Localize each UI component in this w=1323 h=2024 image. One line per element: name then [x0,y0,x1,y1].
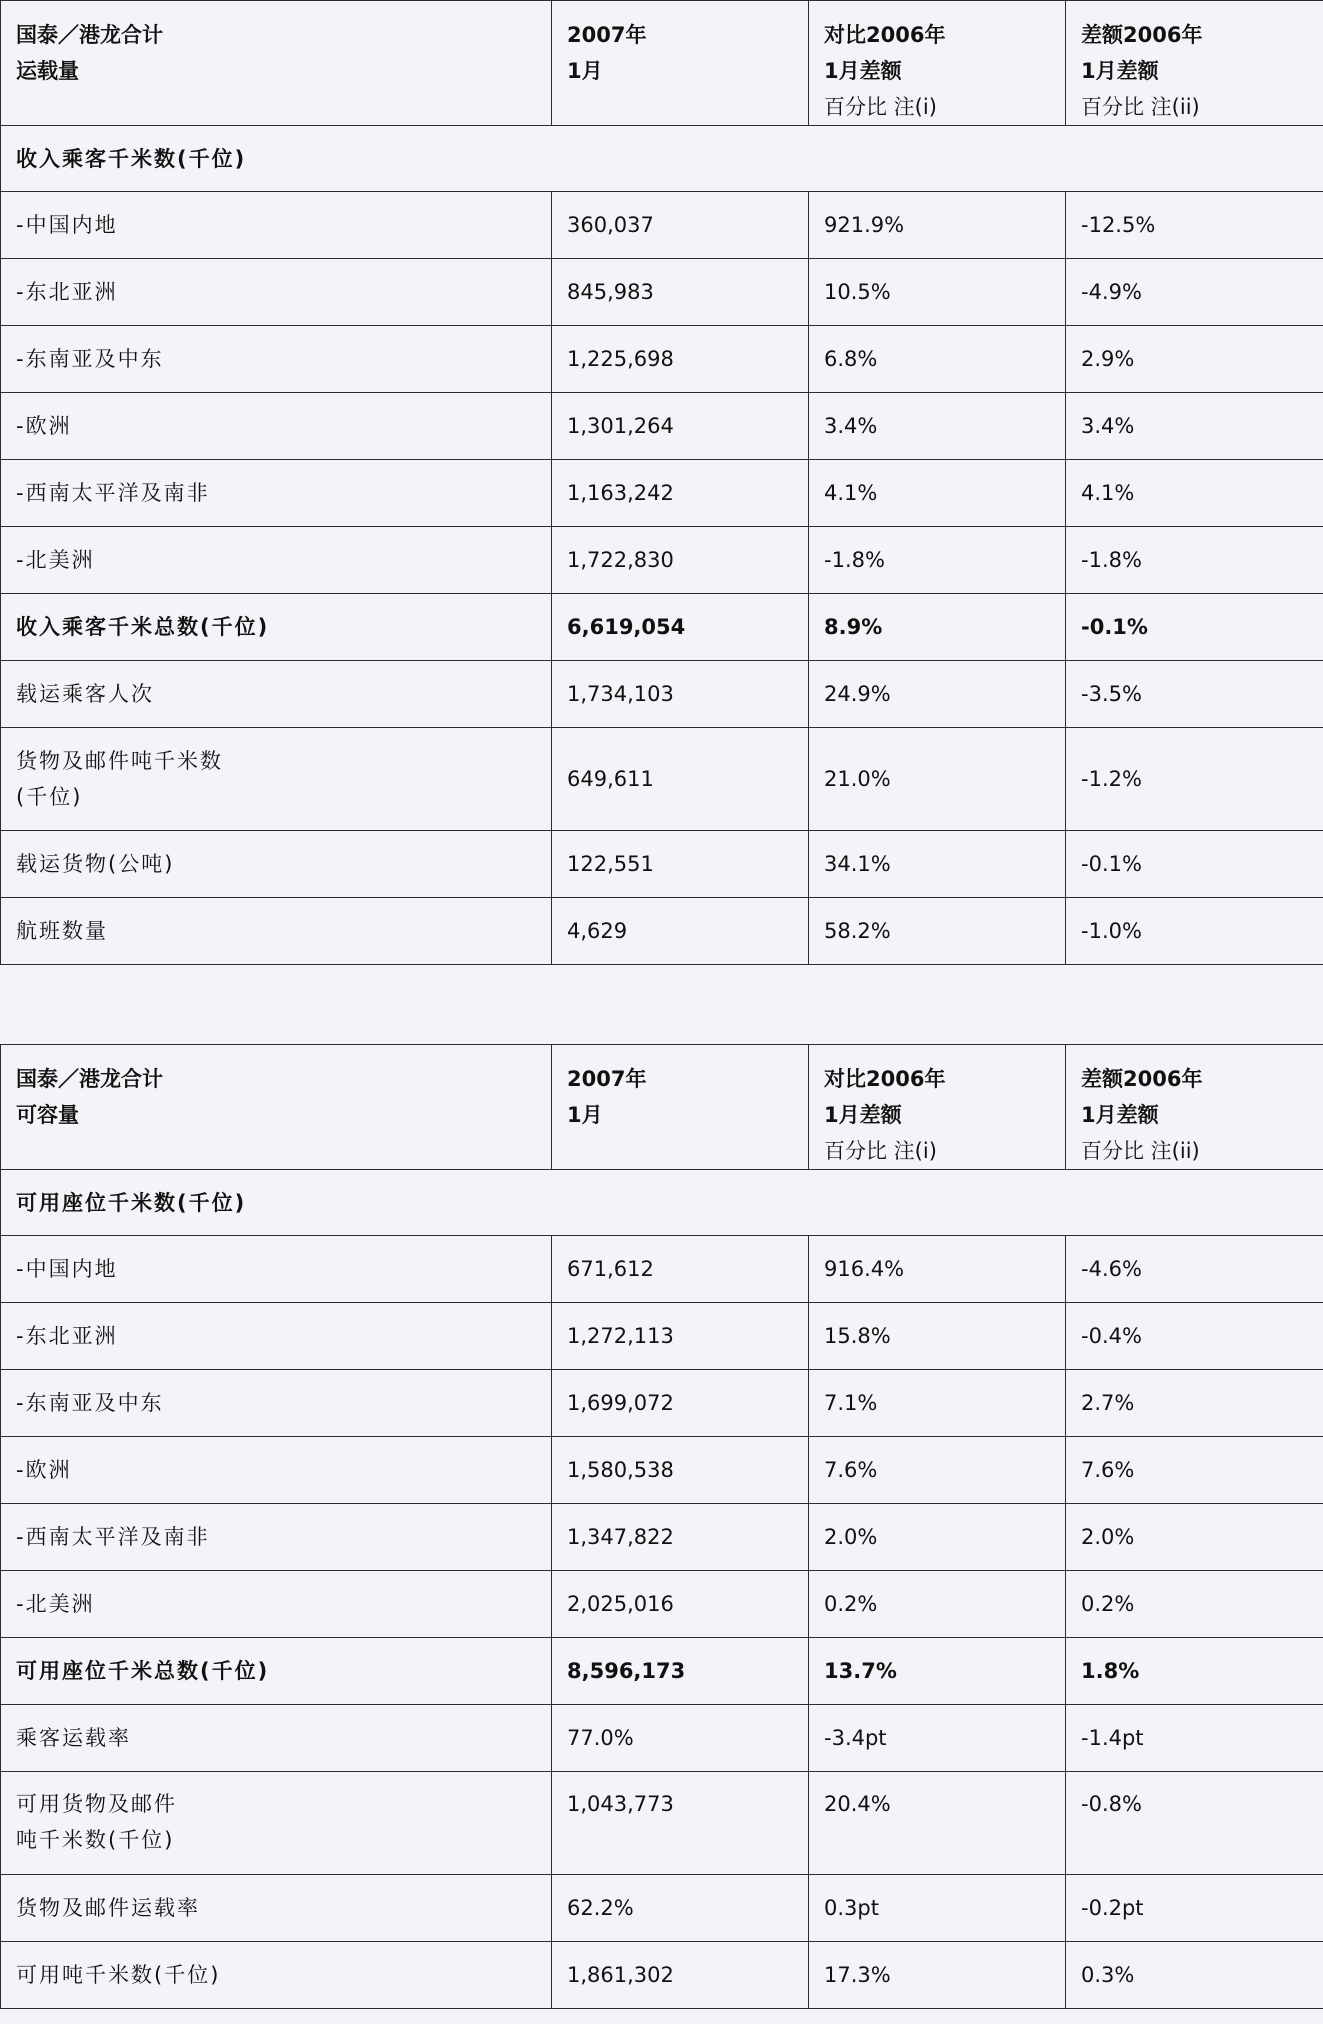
row-label: 可用座位千米总数(千位) [1,1638,552,1705]
header-label-line: 国泰／港龙合计 [16,23,163,47]
row-change: 6.8% [809,326,1066,393]
row-label: -西南太平洋及南非 [1,460,552,527]
table-row [1,1875,1323,1942]
header-text: 1月差额 [824,59,902,83]
row-label-line: 可用货物及邮件 [16,1792,177,1816]
row-change: 13.7% [809,1638,1066,1705]
row-diff: -0.4% [1066,1303,1323,1370]
table-row [1,259,1323,326]
row-change: 2.0% [809,1504,1066,1571]
row-label: 载运货物(公吨) [1,831,552,898]
row-diff: -0.8% [1066,1772,1323,1875]
row-label: -北美洲 [1,1571,552,1638]
row-change: 17.3% [809,1942,1066,2009]
row-diff: 0.3% [1066,1942,1323,2009]
row-value: 1,734,103 [552,661,809,728]
capacity-table [0,1044,1323,2009]
row-label: 航班数量 [1,898,552,965]
header-col-change [809,1045,1066,1170]
row-change: 21.0% [809,728,1066,831]
table-row [1,1942,1323,2009]
row-label: 收入乘客千米总数(千位) [1,594,552,661]
row-change: 24.9% [809,661,1066,728]
row-diff: -1.4pt [1066,1705,1323,1772]
header-label-cell [1,1045,552,1170]
row-change: 0.3pt [809,1875,1066,1942]
row-label: -欧洲 [1,393,552,460]
header-text: 2007年 [567,23,647,47]
row-diff: -0.2pt [1066,1875,1323,1942]
header-col-current [552,1,809,126]
header-label-line: 国泰／港龙合计 [16,1067,163,1091]
row-label [1,728,552,831]
row-label: -西南太平洋及南非 [1,1504,552,1571]
row-value: 4,629 [552,898,809,965]
row-change: 8.9% [809,594,1066,661]
header-text: 差额2006年 [1081,23,1203,47]
row-value: 1,722,830 [552,527,809,594]
table-row [1,326,1323,393]
row-value: 77.0% [552,1705,809,1772]
header-text: 差额2006年 [1081,1067,1203,1091]
row-value: 649,611 [552,728,809,831]
row-change: -1.8% [809,527,1066,594]
row-change: 10.5% [809,259,1066,326]
table-row [1,1370,1323,1437]
row-value: 8,596,173 [552,1638,809,1705]
table-row [1,1437,1323,1504]
row-diff: -3.5% [1066,661,1323,728]
row-change: 921.9% [809,192,1066,259]
total-row [1,1638,1323,1705]
table-row [1,728,1323,831]
table-row [1,393,1323,460]
header-col-current [552,1045,809,1170]
row-label-line: 吨千米数(千位) [16,1828,175,1852]
row-change: 916.4% [809,1236,1066,1303]
row-label: -欧洲 [1,1437,552,1504]
row-label: 货物及邮件运载率 [1,1875,552,1942]
row-diff: 0.2% [1066,1571,1323,1638]
row-value: 1,225,698 [552,326,809,393]
row-diff: -4.6% [1066,1236,1323,1303]
row-value: 1,347,822 [552,1504,809,1571]
header-text: 对比2006年 [824,1067,946,1091]
row-value: 2,025,016 [552,1571,809,1638]
header-text: 百分比 注(ii) [1081,95,1200,119]
header-text: 对比2006年 [824,23,946,47]
row-label: 可用吨千米数(千位) [1,1942,552,2009]
row-value: 1,163,242 [552,460,809,527]
header-text: 1月 [567,1103,603,1127]
row-value: 1,043,773 [552,1772,809,1875]
row-label: -东北亚洲 [1,259,552,326]
header-text: 1月差额 [1081,59,1159,83]
row-change: 58.2% [809,898,1066,965]
header-col-change [809,1,1066,126]
row-value: 1,699,072 [552,1370,809,1437]
row-diff: 4.1% [1066,460,1323,527]
row-label: -北美洲 [1,527,552,594]
row-label [1,1772,552,1875]
row-label: -中国内地 [1,192,552,259]
section-row [1,126,1323,192]
row-diff: 2.7% [1066,1370,1323,1437]
row-value: 360,037 [552,192,809,259]
row-label: -中国内地 [1,1236,552,1303]
header-label-cell [1,1,552,126]
row-change: 34.1% [809,831,1066,898]
row-change: 4.1% [809,460,1066,527]
header-text: 百分比 注(i) [824,95,937,119]
row-value: 62.2% [552,1875,809,1942]
table-row [1,1236,1323,1303]
row-value: 1,580,538 [552,1437,809,1504]
table-row [1,460,1323,527]
table-row [1,1571,1323,1638]
row-diff: -0.1% [1066,831,1323,898]
section-title: 收入乘客千米数(千位) [1,126,1323,192]
table-row [1,527,1323,594]
row-diff: -4.9% [1066,259,1323,326]
row-label: -东北亚洲 [1,1303,552,1370]
row-change: 0.2% [809,1571,1066,1638]
table-row [1,1303,1323,1370]
row-label-line: (千位) [16,785,83,809]
header-label-line: 可容量 [16,1103,79,1127]
table-row [1,1705,1323,1772]
row-diff: 7.6% [1066,1437,1323,1504]
table-row [1,661,1323,728]
row-value: 671,612 [552,1236,809,1303]
row-label: 乘客运载率 [1,1705,552,1772]
row-diff: -1.2% [1066,728,1323,831]
row-change: 7.1% [809,1370,1066,1437]
row-change: -3.4pt [809,1705,1066,1772]
row-change: 20.4% [809,1772,1066,1875]
header-text: 1月差额 [824,1103,902,1127]
header-text: 1月 [567,59,603,83]
section-title: 可用座位千米数(千位) [1,1170,1323,1236]
row-value: 845,983 [552,259,809,326]
table-header-row [1,1,1323,126]
row-change: 15.8% [809,1303,1066,1370]
row-diff: -1.0% [1066,898,1323,965]
row-label: 载运乘客人次 [1,661,552,728]
row-value: 6,619,054 [552,594,809,661]
row-label: -东南亚及中东 [1,1370,552,1437]
header-col-diff [1066,1,1323,126]
row-value: 1,861,302 [552,1942,809,2009]
row-diff: -1.8% [1066,527,1323,594]
row-diff: 2.0% [1066,1504,1323,1571]
header-text: 百分比 注(i) [824,1139,937,1163]
section-row [1,1170,1323,1236]
row-diff: 1.8% [1066,1638,1323,1705]
table-row [1,831,1323,898]
header-text: 百分比 注(ii) [1081,1139,1200,1163]
table-row [1,1772,1323,1875]
row-diff: 3.4% [1066,393,1323,460]
row-label: -东南亚及中东 [1,326,552,393]
traffic-table [0,0,1323,965]
header-text: 1月差额 [1081,1103,1159,1127]
header-col-diff [1066,1045,1323,1170]
table-row [1,192,1323,259]
table-row [1,1504,1323,1571]
header-text: 2007年 [567,1067,647,1091]
header-label-line: 运载量 [16,59,79,83]
row-value: 122,551 [552,831,809,898]
total-row [1,594,1323,661]
row-change: 7.6% [809,1437,1066,1504]
row-value: 1,301,264 [552,393,809,460]
table-header-row [1,1045,1323,1170]
row-diff: -12.5% [1066,192,1323,259]
table-row [1,898,1323,965]
row-value: 1,272,113 [552,1303,809,1370]
row-diff: -0.1% [1066,594,1323,661]
row-label-line: 货物及邮件吨千米数 [16,749,223,773]
row-change: 3.4% [809,393,1066,460]
row-diff: 2.9% [1066,326,1323,393]
